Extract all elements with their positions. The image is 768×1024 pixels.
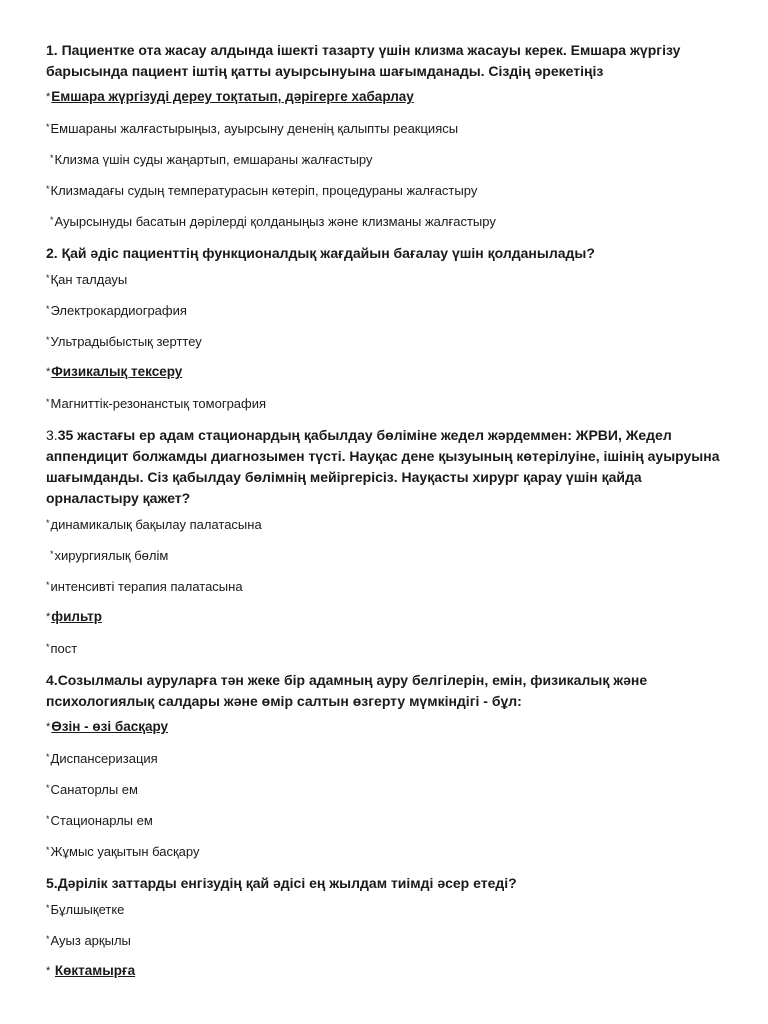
answer-text: Электрокардиография bbox=[50, 303, 187, 318]
answer-option bbox=[46, 931, 726, 949]
answer-text: Ауыз арқылы bbox=[50, 933, 131, 948]
question-4 bbox=[46, 670, 726, 712]
answer-option bbox=[46, 749, 726, 767]
bullet-star: * bbox=[50, 215, 54, 225]
answer-option bbox=[46, 301, 726, 319]
answer-option bbox=[46, 150, 726, 168]
answer-text: Қан талдауы bbox=[50, 272, 128, 287]
bullet-star: * bbox=[50, 549, 54, 559]
answer-option bbox=[46, 212, 726, 230]
answer-option bbox=[46, 577, 726, 595]
bullet-star: * bbox=[46, 304, 50, 314]
answer-text: Бұлшықетке bbox=[50, 902, 125, 917]
question-text: Дәрілік заттарды енгізудің қай әдісі ең жылдам тиімді әсер етеді? bbox=[57, 875, 517, 891]
answer-text: Емшара жүргізуді дереу тоқтатып, дәрігерге хабарлау bbox=[51, 89, 414, 104]
answer-text: Емшараны жалғастырыңыз, ауырсыну дененің қалыпты реакциясы bbox=[50, 121, 459, 136]
bullet-star: * bbox=[46, 366, 51, 378]
answer-text: Санаторлы ем bbox=[50, 782, 138, 797]
question-number: 5. bbox=[46, 875, 58, 891]
answer-option-correct bbox=[46, 363, 726, 381]
answer-option bbox=[46, 270, 726, 288]
question-text: Созылмалы ауруларға тән жеке бір адамның ауру белгілерін, емін, физикалық және психологиялық салдары және өмір салтын өзгерту мүмкіндігі - бұл: bbox=[46, 672, 648, 709]
question-text: 35 жастағы ер адам стационардың қабылдау бөліміне жедел жәрдеммен: ЖРВИ, Жедел аппендицит болжамды диагнозымен түсті. Науқас дене қызуының көтерілуіне, ішінің ауыруына шағымданды. Сіз қабылдау бөлімнің мейіргерісіз. Науқасты хирург қарау үшін қайда орналастыру қажет? bbox=[46, 427, 720, 506]
answer-option bbox=[46, 119, 726, 137]
question-2 bbox=[46, 243, 726, 264]
answer-option-correct bbox=[46, 88, 726, 106]
document-page bbox=[46, 40, 726, 993]
bullet-star: * bbox=[46, 580, 50, 590]
answer-text: Жұмыс уақытын басқару bbox=[50, 844, 200, 859]
answer-text: Клизмадағы судың температурасын көтеріп, процедураны жалғастыру bbox=[50, 183, 478, 198]
answer-option bbox=[46, 780, 726, 798]
answer-option bbox=[46, 181, 726, 199]
bullet-star: * bbox=[46, 335, 50, 345]
answer-text: Өзін - өзі басқару bbox=[51, 719, 169, 734]
question-number: 1. bbox=[46, 42, 58, 58]
answer-option bbox=[46, 639, 726, 657]
bullet-star: * bbox=[46, 783, 50, 793]
bullet-star: * bbox=[46, 642, 50, 652]
answer-text: Клизма үшін суды жаңартып, емшараны жалғастыру bbox=[54, 152, 373, 167]
bullet-star: * bbox=[46, 518, 50, 528]
answer-text: Стационарлы ем bbox=[50, 813, 153, 828]
bullet-star: * bbox=[46, 934, 50, 944]
question-number: 3. bbox=[46, 427, 58, 443]
answer-option bbox=[46, 394, 726, 412]
answer-option bbox=[46, 900, 726, 918]
answer-option-correct bbox=[46, 718, 726, 736]
answer-option bbox=[46, 842, 726, 860]
answer-option bbox=[46, 515, 726, 533]
bullet-star: * bbox=[46, 903, 50, 913]
answer-text: Көктамырға bbox=[54, 963, 136, 978]
bullet-star: * bbox=[46, 122, 50, 132]
bullet-star: * bbox=[46, 397, 50, 407]
answer-text: Диспансеризация bbox=[50, 751, 158, 766]
bullet-star: * bbox=[46, 845, 50, 855]
answer-text: Ультрадыбыстық зерттеу bbox=[50, 334, 202, 349]
question-3 bbox=[46, 425, 726, 509]
answer-text: интенсивті терапия палатасына bbox=[50, 579, 243, 594]
answer-text: фильтр bbox=[51, 609, 102, 624]
bullet-star: * bbox=[46, 611, 51, 623]
question-number: 2. bbox=[46, 245, 58, 261]
answer-text: динамикалық бақылау палатасына bbox=[50, 517, 262, 532]
answer-text: Ауырсынуды басатын дәрілерді қолданыңыз және клизманы жалғастыру bbox=[54, 214, 496, 229]
answer-option-correct bbox=[46, 962, 726, 980]
bullet-star: * bbox=[50, 153, 54, 163]
question-text: Қай әдіс пациенттің функционалдық жағдайын бағалау үшін қолданылады? bbox=[61, 245, 595, 261]
bullet-star: * bbox=[46, 184, 50, 194]
answer-text: пост bbox=[50, 641, 78, 656]
question-1 bbox=[46, 40, 726, 82]
question-5 bbox=[46, 873, 726, 894]
question-text: Пациентке ота жасау алдында ішекті тазарту үшін клизма жасауы керек. Емшара жүргізу барысында пациент іштің қатты ауырсынуына шағымданады. Сіздің әрекетіңіз bbox=[46, 42, 681, 79]
answer-text: хирургиялық бөлім bbox=[54, 548, 169, 563]
bullet-star: * bbox=[46, 814, 50, 824]
answer-text: Физикалық тексеру bbox=[51, 364, 183, 379]
answer-text: Магниттік-резонанстық томография bbox=[50, 396, 267, 411]
bullet-star: * bbox=[46, 965, 51, 977]
answer-option bbox=[46, 332, 726, 350]
answer-option bbox=[46, 546, 726, 564]
bullet-star: * bbox=[46, 721, 51, 733]
answer-option bbox=[46, 811, 726, 829]
bullet-star: * bbox=[46, 752, 50, 762]
answer-option-correct bbox=[46, 608, 726, 626]
bullet-star: * bbox=[46, 273, 50, 283]
bullet-star: * bbox=[46, 91, 51, 103]
question-number: 4. bbox=[46, 672, 58, 688]
